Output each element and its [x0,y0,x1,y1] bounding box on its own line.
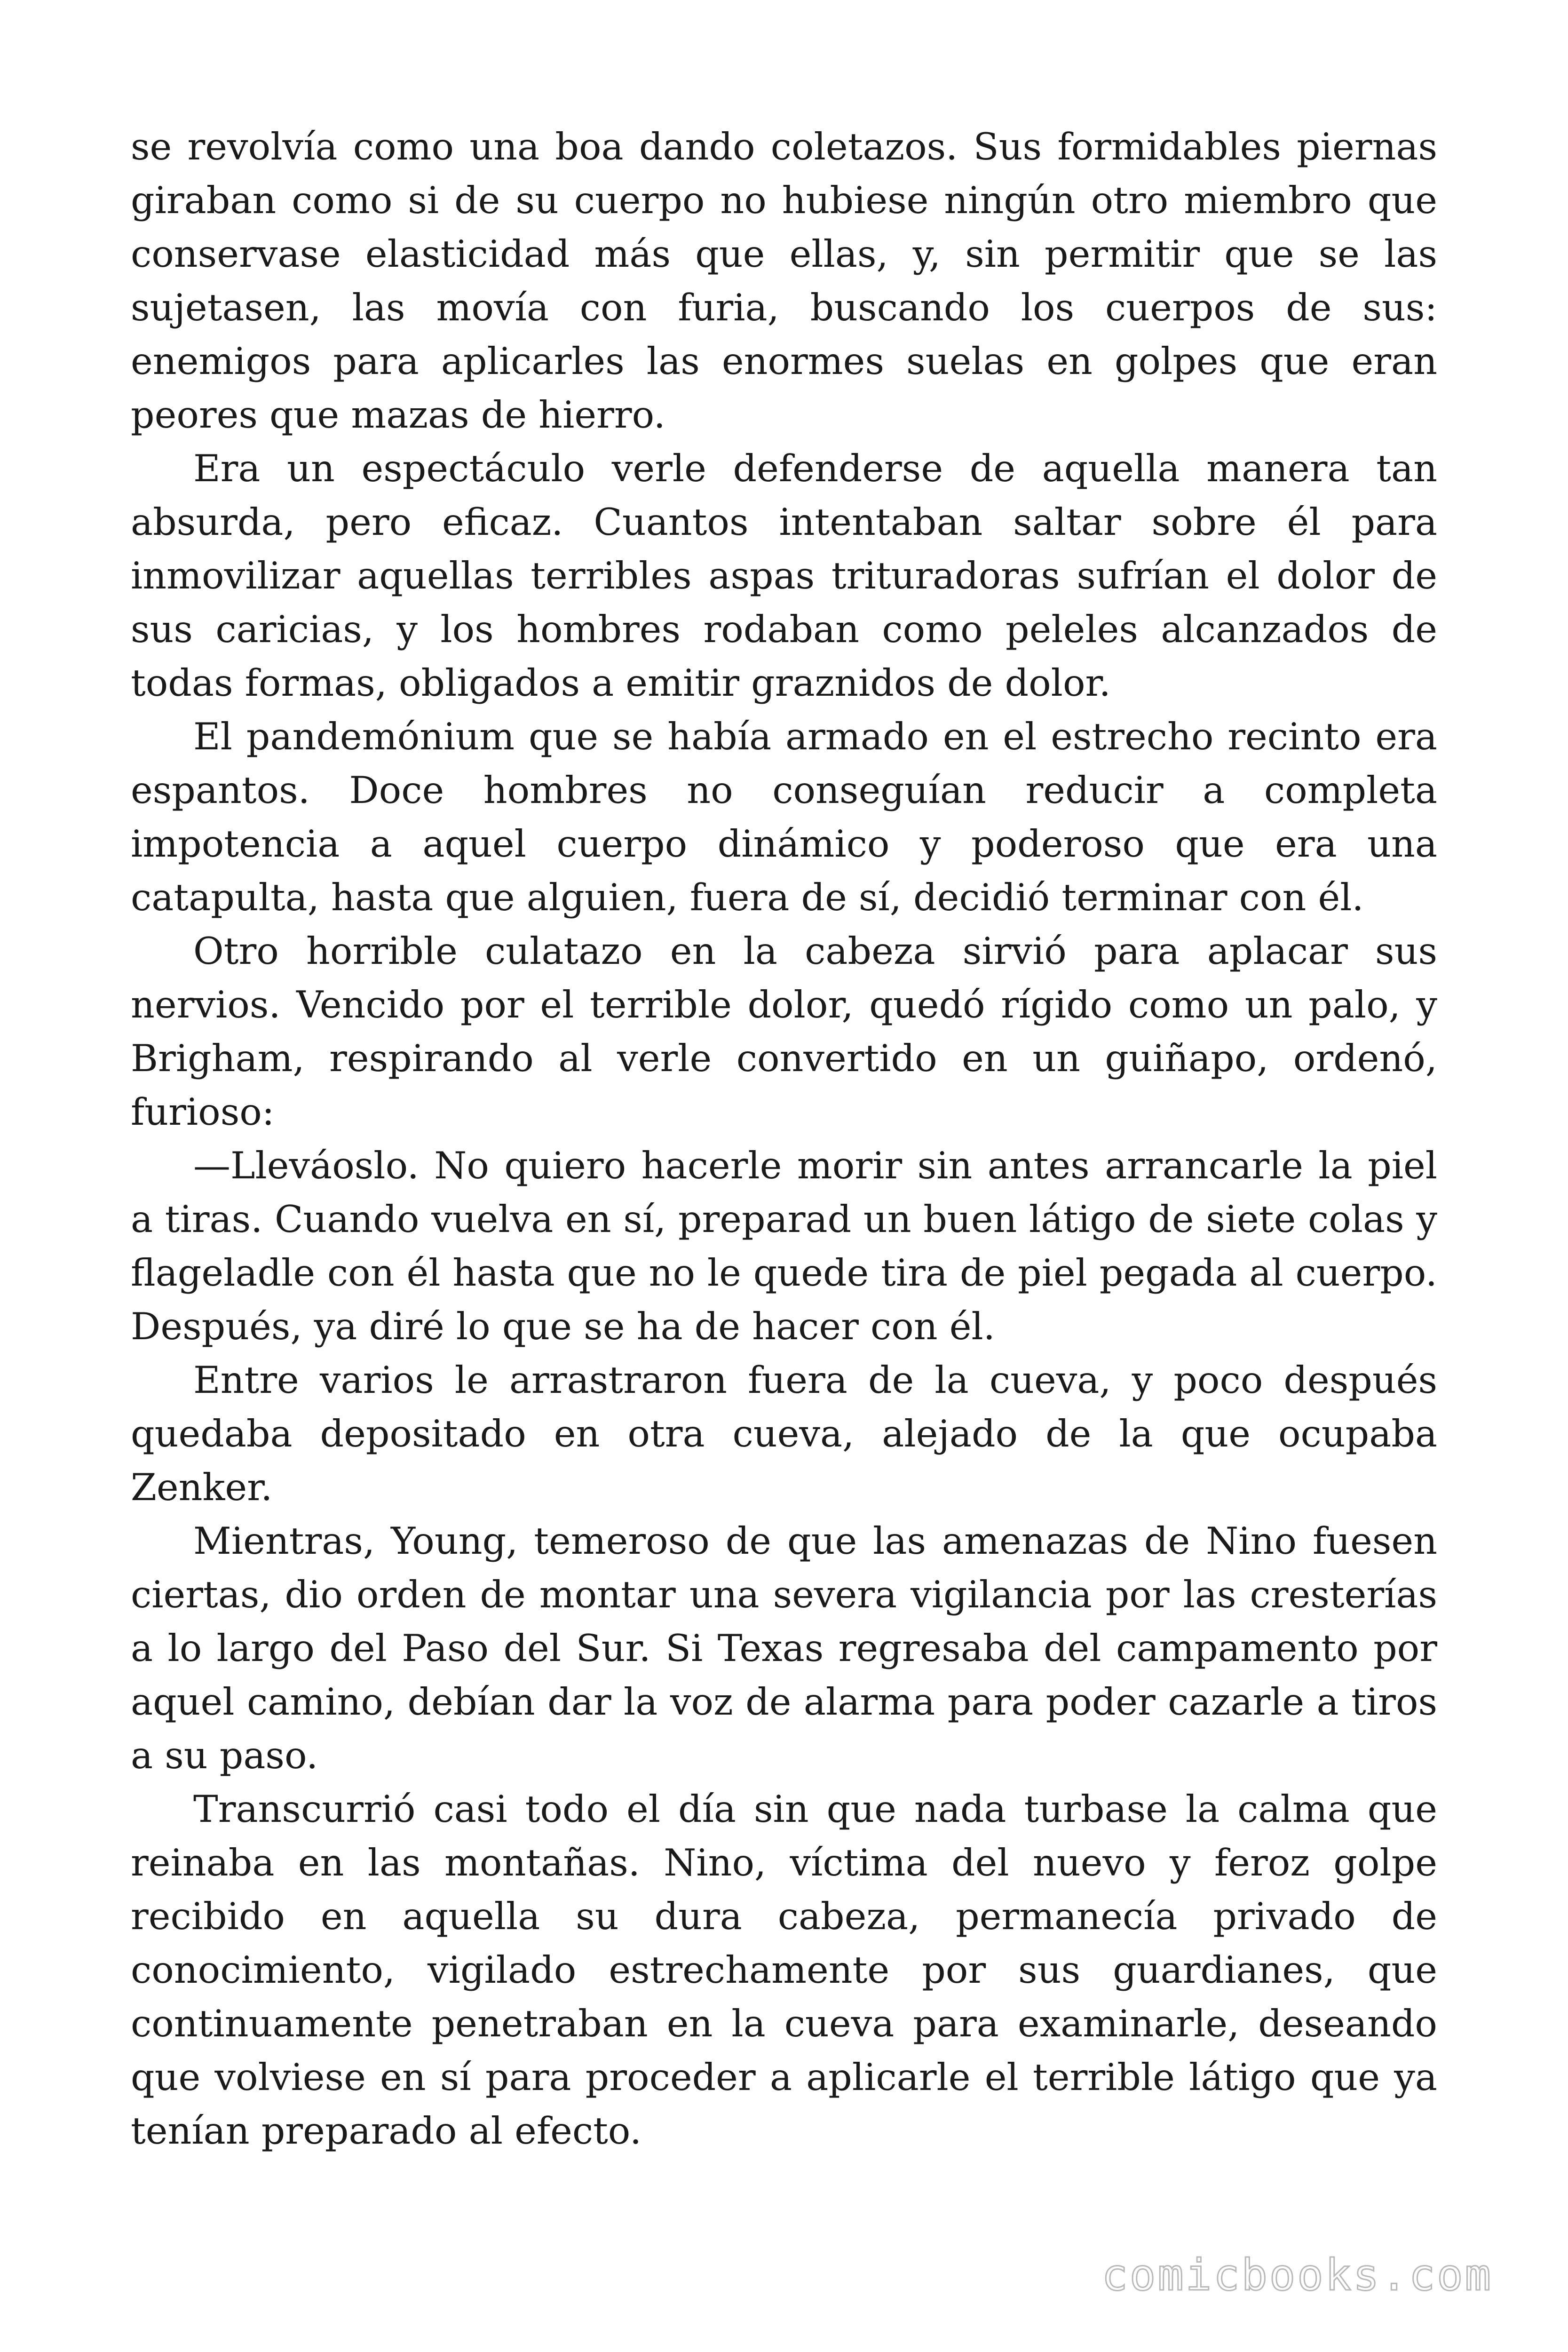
paragraph: Transcurrió casi todo el día sin que nada turbase la calma que reinaba en las montañas. Nino, víctima del nuevo y feroz golpe recibido en aquella su dura cabeza, permanecía privado de conocimiento, vigilado estrechamente por sus guardianes, que continuamente penetraban en la cueva para examinarle, deseando que volviese en sí para proceder a aplicarle el terrible látigo que ya tenían preparado al efecto. [131,1788,1437,2153]
paragraph: —Lleváoslo. No quiero hacerle morir sin antes arrancarle la piel a tiras. Cuando vuelva en sí, preparad un buen látigo de siete colas y flageladle con él hasta que no le quede tira de piel pegada al cuerpo. Después, ya diré lo que se ha de hacer con él. [131,1144,1437,1348]
paragraph: se revolvía como una boa dando coletazos. Sus formidables piernas giraban como si de su cuerpo no hubiese ningún otro miembro que conservase elasticidad más que ellas, y, sin permitir que se las sujetasen, las movía con furia, buscando los cuerpos de sus: enemigos para aplicarles las enormes suelas en golpes que eran peores que mazas de hierro. [131,125,1437,437]
paragraph: Mientras, Young, temeroso de que las amenazas de Nino fuesen ciertas, dio orden de montar una severa vigilancia por las cresterías a lo largo del Paso del Sur. Si Texas regresaba del campamento por aquel camino, debían dar la voz de alarma para poder cazarle a tiros a su paso. [131,1519,1437,1777]
paragraph: El pandemónium que se había armado en el estrecho recinto era espantos. Doce hombres no conseguían reducir a completa impotencia a aquel cuerpo dinámico y poderoso que era una catapulta, hasta que alguien, fuera de sí, decidió terminar con él. [131,715,1437,919]
paragraph: Era un espectáculo verle defenderse de aquella manera tan absurda, pero eficaz. Cuantos intentaban saltar sobre él para inmovilizar aquellas terribles aspas trituradoras sufrían el dolor de sus caricias, y los hombres rodaban como peleles alcanzados de todas formas, obligados a emitir graznidos de dolor. [131,447,1437,705]
paragraph: Entre varios le arrastraron fuera de la cueva, y poco después quedaba depositado en otra cueva, alejado de la que ocupaba Zenker. [131,1359,1437,1509]
page-body [131,120,1437,2158]
watermark: comicbooks.com [1101,2250,1493,2300]
paragraph: Otro horrible culatazo en la cabeza sirvió para aplacar sus nervios. Vencido por el terrible dolor, quedó rígido como un palo, y Brigham, respirando al verle convertido en un guiñapo, ordenó, furioso: [131,930,1437,1134]
